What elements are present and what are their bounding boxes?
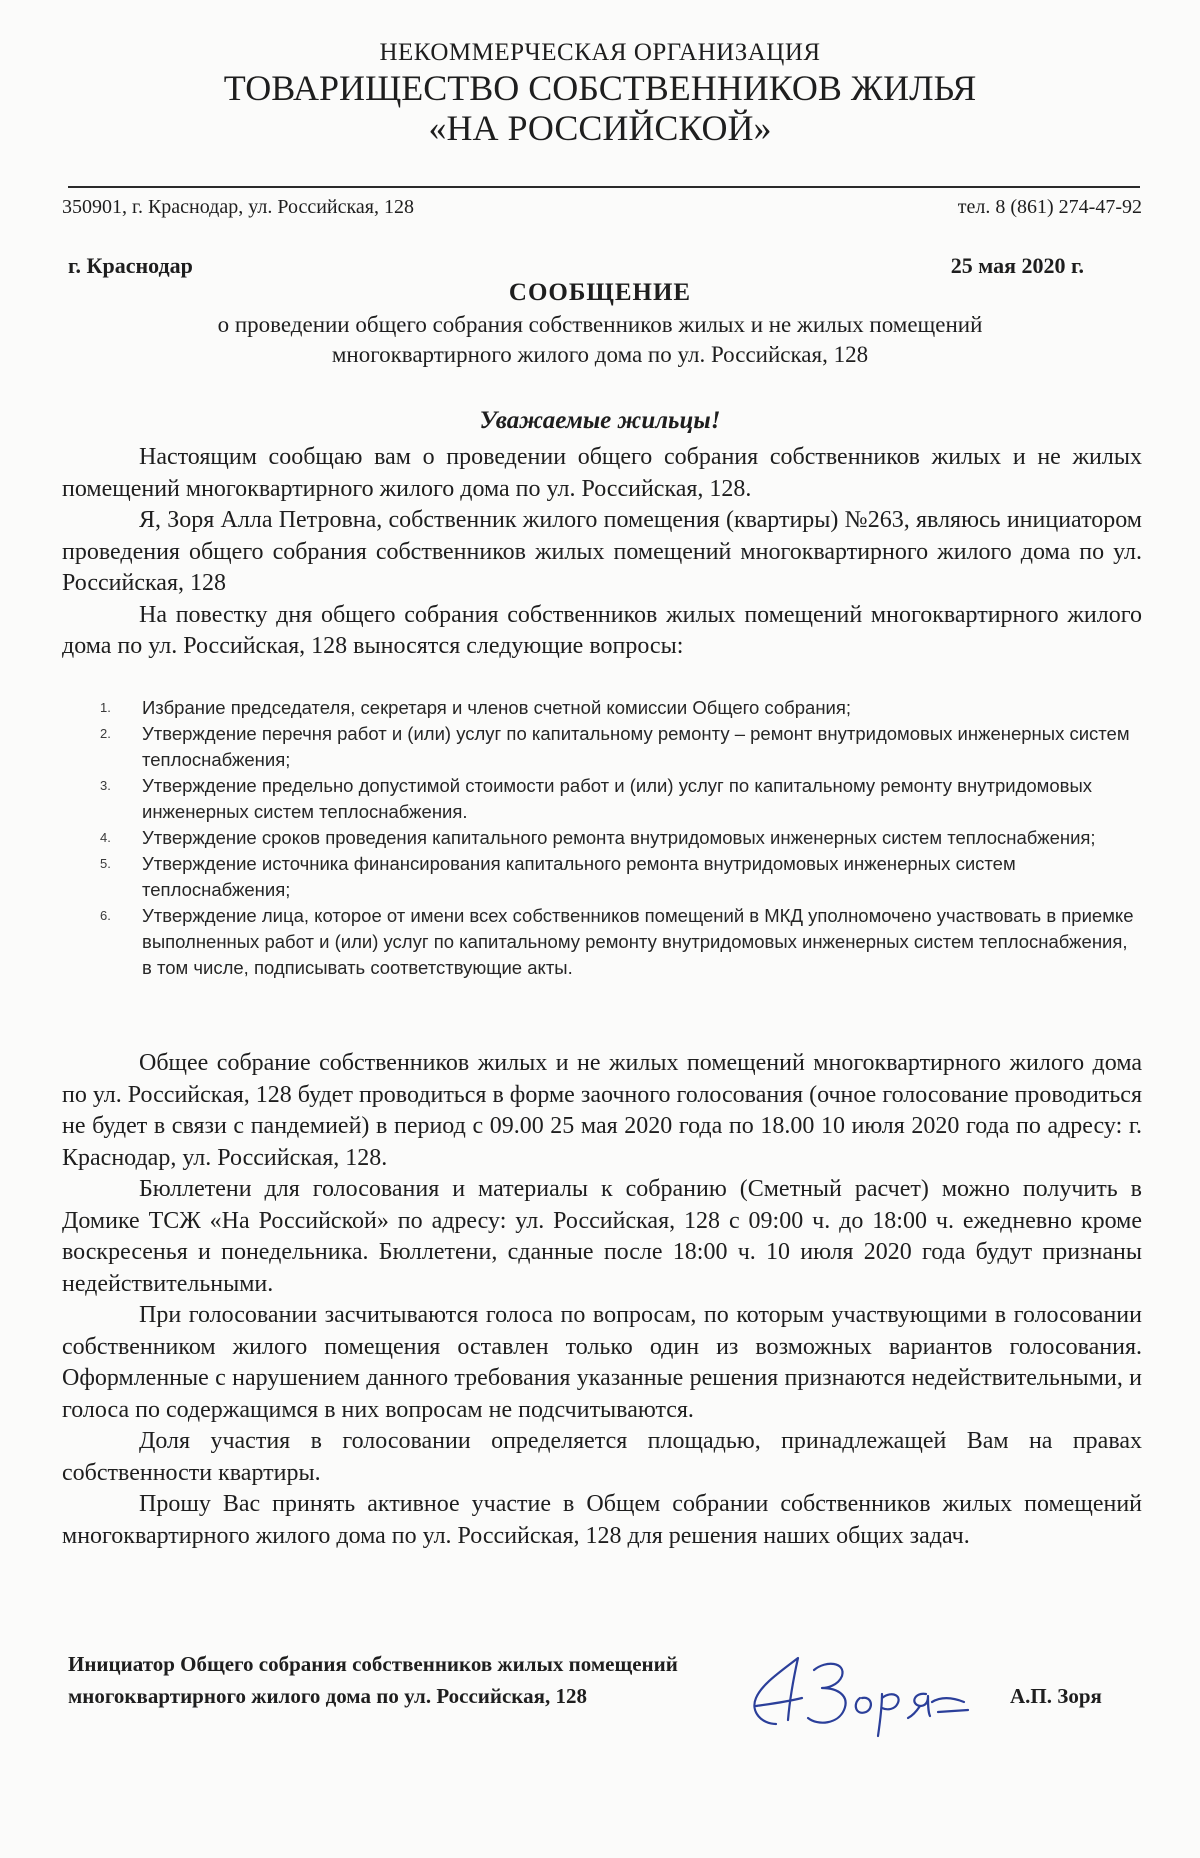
document-place: г. Краснодар [68, 253, 193, 278]
signer-name: А.П. Зоря [1010, 1684, 1102, 1708]
paragraph: Общее собрание собственников жилых и не жилых помещений многоквартирного жилого дома по ул. Российская, 128 будет проводиться в форме заочного голосования (очное голосование проводиться не будет в связи с пандемией) в период с 09.00 25 мая 2020 года по 18.00 10 июля 2020 года по адресу: г. Краснодар, ул. Российская, 128. [62, 1050, 1142, 1171]
agenda-item-text: Утверждение перечня работ и (или) услуг по капитальному ремонту – ремонт внутридомовых инженерных систем теплоснабжения; [142, 723, 1130, 770]
agenda-item-number: 3. [100, 778, 111, 793]
signature-title-line: Инициатор Общего собрания собственников жилых помещений [68, 1652, 678, 1676]
agenda-item-number: 2. [100, 726, 111, 741]
agenda-item [80, 903, 1140, 981]
handwritten-signature [742, 1632, 982, 1742]
subtitle-line: о проведении общего собрания собственников жилых и не жилых помещений [217, 312, 983, 337]
paragraph: Бюллетени для голосования и материалы к собранию (Сметный расчет) можно получить в Домике ТСЖ «На Российской» по адресу: ул. Российская, 128 с 09:00 ч. до 18:00 ч. ежедневно кроме воскресенья и понедельника. Бюллетени, сданные после 18:00 ч. 10 июля 2020 года будут признаны недействительными. [62, 1176, 1142, 1297]
letterhead [0, 38, 1200, 148]
org-name: ТОВАРИЩЕСТВО СОБСТВЕННИКОВ ЖИЛЬЯ [223, 68, 977, 108]
agenda-item [80, 825, 1140, 851]
document-date: 25 мая 2020 г. [950, 253, 1084, 278]
agenda-item-text: Избрание председателя, секретаря и членов счетной комиссии Общего собрания; [142, 697, 852, 718]
agenda-item-number: 6. [100, 908, 111, 923]
greeting: Уважаемые жильцы! [479, 407, 721, 434]
contact-line [62, 194, 1142, 220]
org-phone: тел. 8 (861) 274-47-92 [957, 196, 1142, 218]
intro-paragraphs [62, 442, 1142, 663]
paragraph: На повестку дня общего собрания собственников жилых помещений многоквартирного жилого дома по ул. Российская, 128 выносятся следующие вопросы: [62, 601, 1142, 659]
agenda-item [80, 773, 1140, 825]
place-date-line [68, 252, 1084, 280]
main-paragraphs [62, 1048, 1142, 1552]
agenda-item-text: Утверждение источника финансирования капитального ремонта внутридомовых инженерных систем теплоснабжения; [142, 853, 1016, 900]
document-title: СООБЩЕНИЕ [508, 279, 692, 306]
agenda-item [80, 851, 1140, 903]
paragraph: Прошу Вас принять активное участие в Общем собрании собственников жилых помещений многоквартирного жилого дома по ул. Российская, 128 для решения наших общих задач. [62, 1491, 1142, 1549]
subtitle-line: многоквартирного жилого дома по ул. Российская, 128 [331, 342, 869, 367]
agenda-item [80, 721, 1140, 773]
agenda-item-number: 5. [100, 856, 111, 871]
org-name-quoted: «НА РОССИЙСКОЙ» [428, 108, 772, 148]
org-type: НЕКОММЕРЧЕСКАЯ ОРГАНИЗАЦИЯ [379, 39, 821, 66]
letterhead-divider [68, 186, 1140, 188]
agenda-item-number: 1. [100, 700, 111, 715]
signature-scribble [742, 1632, 982, 1742]
paragraph: Я, Зоря Алла Петровна, собственник жилого помещения (квартиры) №263, являюсь инициатором проведения общего собрания собственников жилых помещений многоквартирного жилого дома по ул. Российская, 128 [62, 507, 1142, 596]
agenda-item-text: Утверждение предельно допустимой стоимости работ и (или) услуг по капитальному ремонту внутридомовых инженерных систем теплоснабжения. [142, 775, 1093, 822]
agenda-item-text: Утверждение лица, которое от имени всех собственников помещений в МКД уполномочено участвовать в приемке выполненных работ и (или) услуг по капитальному ремонту внутридомовых инженерных систем теплоснабжения, в том числе, подписывать соответствующие акты. [142, 905, 1134, 978]
agenda-list [80, 695, 1140, 981]
agenda-item-text: Утверждение сроков проведения капитального ремонта внутридомовых инженерных систем теплоснабжения; [142, 827, 1096, 848]
signature-title-line: многоквартирного жилого дома по ул. Российская, 128 [68, 1684, 587, 1708]
agenda-item-number: 4. [100, 830, 111, 845]
document-subtitle [100, 310, 1100, 370]
paragraph: При голосовании засчитываются голоса по вопросам, по которым участвующими в голосовании собственником жилого помещения оставлен только один из возможных вариантов голосования. Оформленные с нарушением данного требования указанные решения признаются недействительными, и голоса по содержащимся в них вопросам не подсчитываются. [62, 1302, 1142, 1423]
paragraph: Настоящим сообщаю вам о проведении общего собрания собственников жилых и не жилых помещений многоквартирного жилого дома по ул. Российская, 128. [62, 444, 1142, 502]
agenda-item [80, 695, 1140, 721]
org-address: 350901, г. Краснодар, ул. Российская, 128 [62, 196, 414, 218]
paragraph: Доля участия в голосовании определяется площадью, принадлежащей Вам на правах собственности квартиры. [62, 1428, 1142, 1486]
